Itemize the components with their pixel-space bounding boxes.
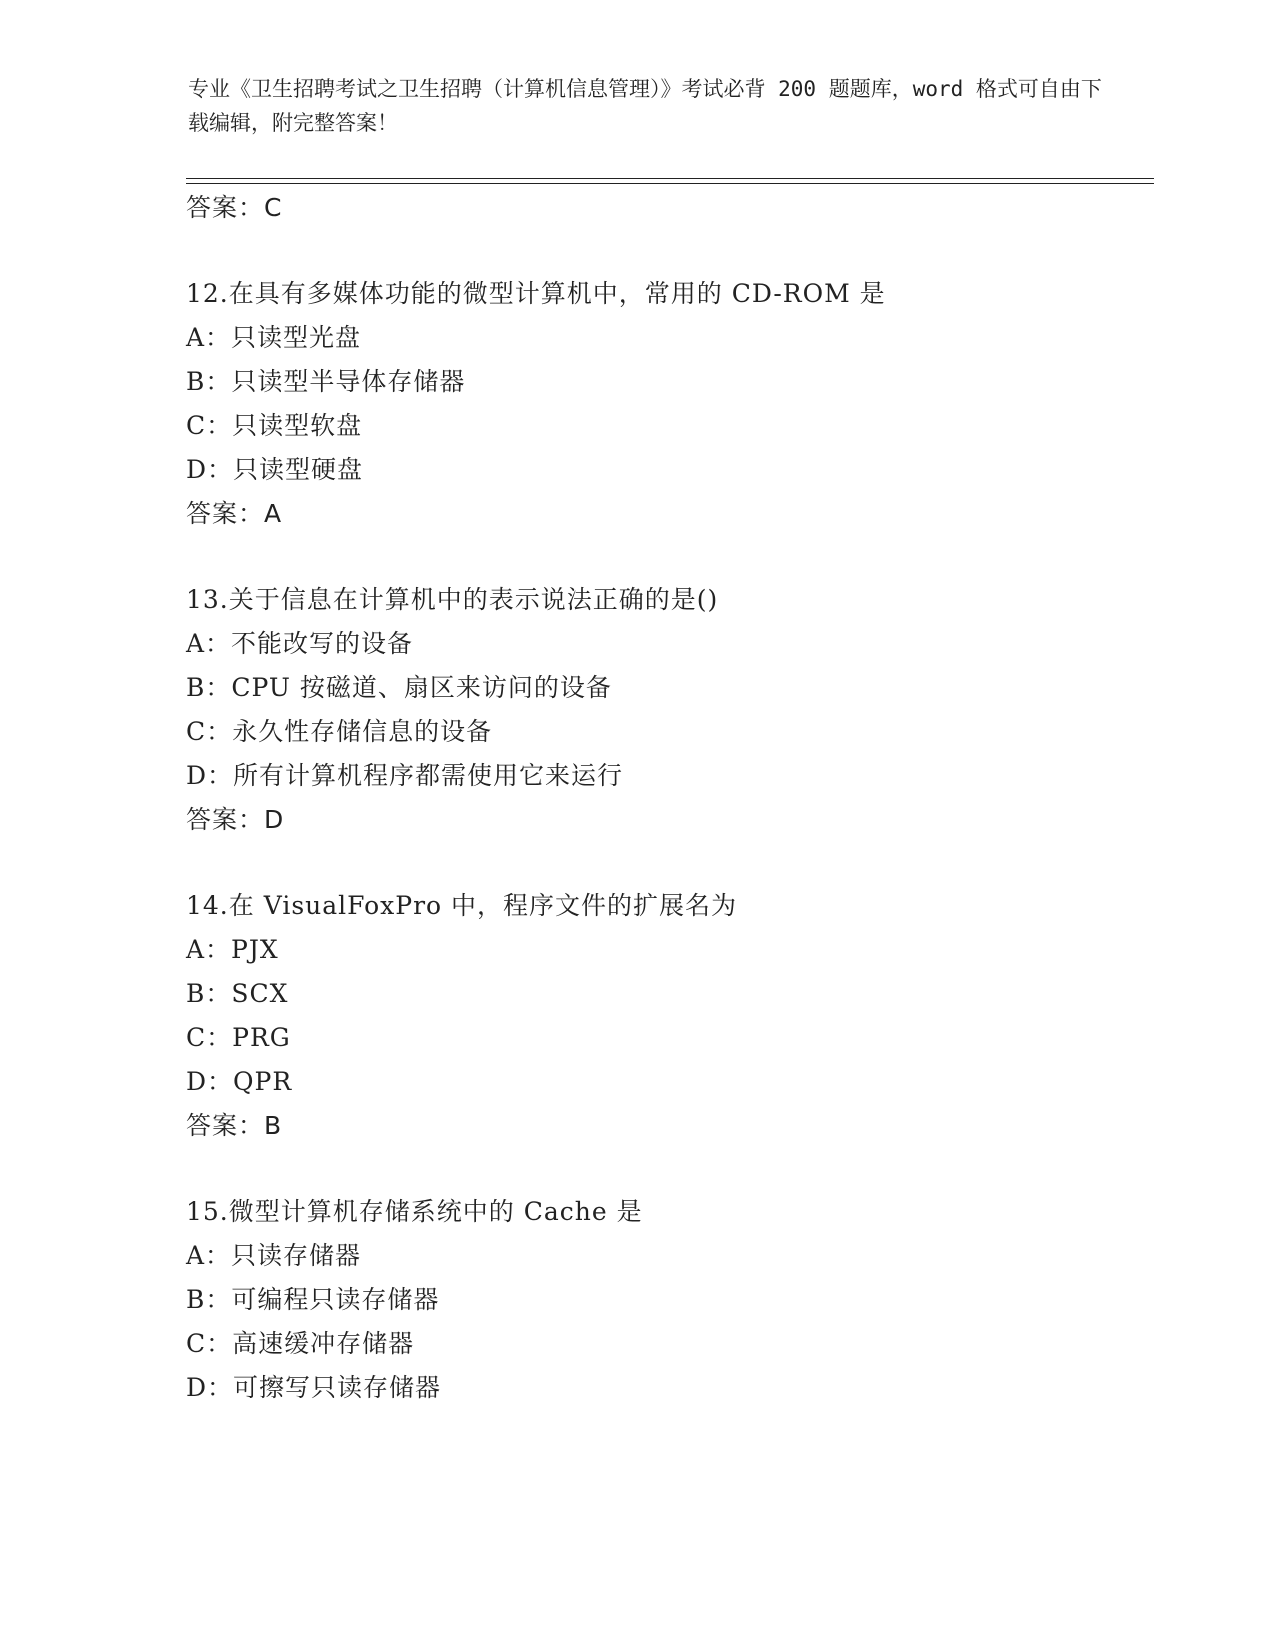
question-text: 12.在具有多媒体功能的微型计算机中，常用的 CD-ROM 是 [186, 279, 886, 308]
option-d: D：只读型硬盘 [186, 455, 364, 484]
option-b: B：可编程只读存储器 [186, 1285, 440, 1314]
option-c: C：永久性存储信息的设备 [186, 717, 493, 746]
answer-line: 答案：A [186, 499, 283, 528]
option-c: C：高速缓冲存储器 [186, 1329, 415, 1358]
option-b: B：CPU 按磁道、扇区来访问的设备 [186, 673, 612, 702]
header-divider-top [186, 178, 1154, 179]
option-d: D：所有计算机程序都需使用它来运行 [186, 761, 624, 790]
option-c: C：PRG [186, 1023, 291, 1052]
option-a: A：只读存储器 [186, 1241, 362, 1270]
option-d: D：可擦写只读存储器 [186, 1373, 442, 1402]
question-text: 15.微型计算机存储系统中的 Cache 是 [186, 1197, 643, 1226]
document-header: 专业《卫生招聘考试之卫生招聘（计算机信息管理）》考试必背 200 题题库，word 格式可自由下载编辑，附完整答案！ [188, 77, 1102, 135]
option-a: A：只读型光盘 [186, 323, 362, 352]
option-d: D：QPR [186, 1067, 293, 1096]
option-b: B：SCX [186, 979, 289, 1008]
answer-line: 答案：C [186, 193, 283, 222]
answer-line: 答案：B [186, 1111, 283, 1140]
option-a: A：不能改写的设备 [186, 629, 414, 658]
option-a: A：PJX [186, 935, 279, 964]
option-c: C：只读型软盘 [186, 411, 363, 440]
header-divider-bottom [186, 183, 1154, 184]
question-text: 14.在 VisualFoxPro 中，程序文件的扩展名为 [186, 891, 738, 920]
answer-line: 答案：D [186, 805, 285, 834]
option-b: B：只读型半导体存储器 [186, 367, 466, 396]
question-text: 13.关于信息在计算机中的表示说法正确的是() [186, 585, 719, 614]
